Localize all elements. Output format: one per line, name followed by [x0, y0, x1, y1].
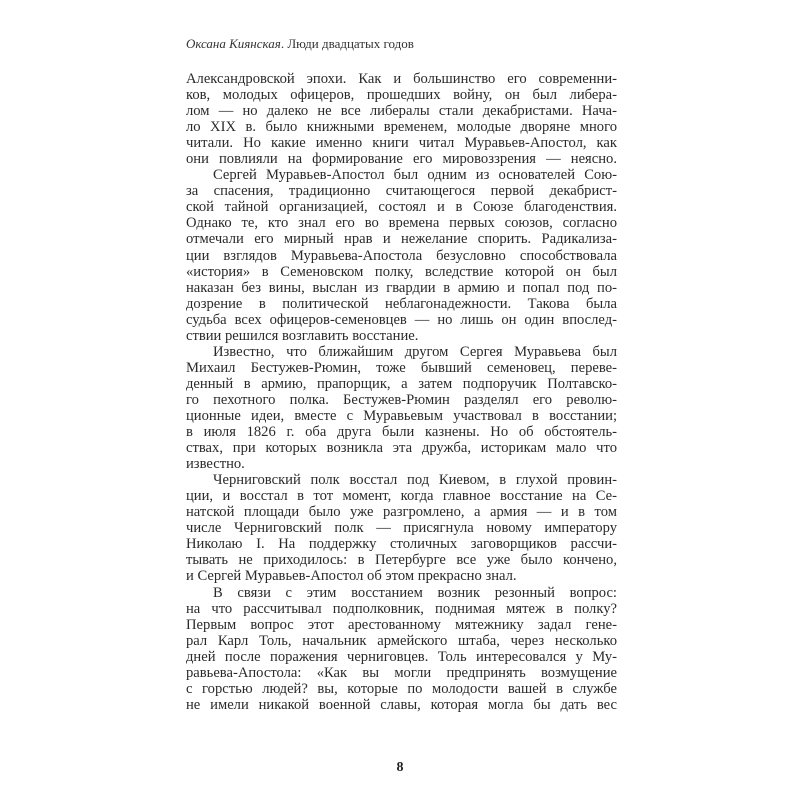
text-line: Сергей Муравьев-Апостол был одним из основателей Сою- [213, 167, 617, 184]
text-line: равьева-Апостола: «Как вы могли предпринять возмущение [186, 664, 617, 681]
page-number: 8 [396, 760, 404, 775]
text-line: числе Черниговский полк — присягнула новому императору [186, 520, 617, 537]
running-header-separator: . [280, 36, 288, 51]
text-line: на что рассчитывал подполковник, поднимая мятеж в полку? [186, 600, 617, 617]
paragraph [186, 344, 617, 472]
paragraph [186, 585, 617, 713]
paragraph [186, 167, 617, 344]
paragraph [186, 71, 617, 167]
body-text [186, 71, 617, 713]
running-header-author: Оксана Киянская [186, 36, 281, 51]
text-line: Черниговский полк восстал под Киевом, в глухой провин- [213, 472, 617, 489]
text-line: с горстью людей? вы, которые по молодости вашей в службе [186, 680, 617, 697]
text-line: Александровской эпохи. Как и большинство его современни- [186, 71, 617, 87]
text-line: В связи с этим восстанием возник резонный вопрос: [213, 584, 617, 601]
text-line: ционные идеи, вместе с Муравьевым участвовал в восстании; [186, 407, 617, 424]
paragraph [186, 472, 617, 584]
text-line: ции, и восстал в тот момент, когда главное восстание на Се- [186, 488, 617, 505]
text-line: дозрение в политической неблагонадежности. Такова была [186, 295, 617, 312]
text-line: за спасения, традиционно считающегося первой декабрист- [186, 183, 617, 200]
running-header [186, 36, 414, 52]
text-line: читали. Но какие именно книги читал Муравьев-Апостол, как [186, 135, 617, 152]
text-line: ской тайной организацией, состоял и в Союзе благоденствия. [186, 199, 617, 216]
text-line: наказан без вины, выслан из гвардии в армию и попал под по- [186, 279, 617, 296]
text-line: Первым вопрос этот арестованному мятежнику задал гене- [186, 616, 617, 633]
text-line: Известно, что ближайшим другом Сергея Муравьева был [213, 343, 617, 360]
text-line: ции взглядов Муравьева-Апостола безусловно способствовала [186, 247, 617, 264]
text-line: го пехотного полка. Бестужев-Рюмин разделял его револю- [186, 391, 617, 408]
text-line: ствах, при которых возникла эта дружба, историкам мало что [186, 440, 617, 457]
text-line: Николаю I. На поддержку столичных заговорщиков рассчи- [186, 536, 617, 553]
text-line: отмечали его мирный нрав и нежелание спорить. Радикализа- [186, 231, 617, 248]
text-line: известно. [186, 456, 245, 473]
text-line: ствии решился возглавить восстание. [186, 327, 419, 344]
text-line: ло XIX в. было книжными временем, молодые дворяне много [186, 119, 617, 136]
text-line: ков, молодых офицеров, прошедших войну, он был либера- [186, 87, 617, 104]
text-line: в июля 1826 г. оба друга были казнены. Но об обстоятель- [186, 424, 617, 441]
text-line: дней после поражения черниговцев. Толь интересовался у Му- [186, 648, 617, 665]
running-header-title: Люди двадцатых годов [287, 36, 414, 51]
text-line: они повлияли на формирование его мировоззрения — неясно. [186, 151, 617, 168]
text-line: не имели никакой военной славы, которая могла бы дать вес [186, 696, 617, 713]
text-line: судьба всех офицеров-семеновцев — но лишь он один впослед- [186, 311, 617, 328]
text-line: и Сергей Муравьев-Апостол об этом прекрасно знал. [186, 568, 517, 585]
text-line: «история» в Семеновском полку, вследствие которой он был [186, 263, 617, 280]
text-line: Михаил Бестужев-Рюмин, тоже бывший семеновец, переве- [186, 359, 617, 376]
text-line: денный в армию, прапорщик, а затем подпоручик Полтавско- [186, 375, 617, 392]
text-line: Однако те, кто знал его во времена первых союзов, согласно [186, 215, 617, 232]
text-line: тывать не приходилось: в Петербурге все уже было кончено, [186, 552, 617, 569]
text-line: лом — но далеко не все либералы стали декабристами. Нача- [186, 103, 617, 120]
text-line: натской площади было уже разгромлено, а армия — и в том [186, 504, 617, 521]
text-line: рал Карл Толь, начальник армейского штаба, через несколько [186, 632, 617, 649]
